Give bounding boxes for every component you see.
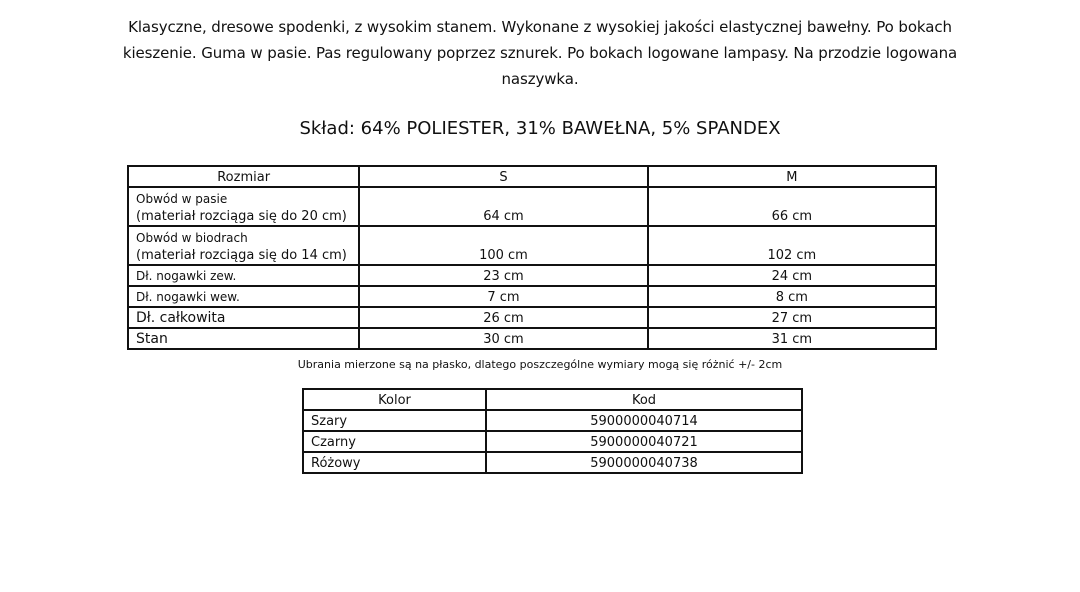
size-table (127, 165, 937, 350)
size-row-label (128, 307, 359, 328)
size-value-cell: 23 cm (359, 265, 647, 286)
color-name-cell: Czarny (303, 431, 486, 452)
size-row-label-sub: (materiał rozciąga się do 14 cm) (136, 248, 347, 263)
size-row-label-text: Stan (136, 331, 168, 347)
size-value-cell: 64 cm (359, 187, 647, 226)
product-code-cell: 5900000040721 (486, 431, 802, 452)
table-row (128, 307, 936, 328)
composition-text: Skład: 64% POLIESTER, 31% BAWEŁNA, 5% SPANDEX (299, 118, 781, 139)
table-row (128, 187, 936, 226)
size-value-cell: 66 cm (648, 187, 936, 226)
size-header-cell: M (648, 166, 936, 187)
size-value-cell: 100 cm (359, 226, 647, 265)
table-row (303, 410, 802, 431)
color-table-header-row (303, 389, 802, 410)
measurement-note: Ubrania mierzone są na płasko, dlatego poszczególne wymiary mogą się różnić +/- 2cm (297, 358, 783, 371)
size-value-cell: 30 cm (359, 328, 647, 349)
size-row-label-text: Dł. nogawki wew. (136, 290, 240, 304)
size-value-cell: 26 cm (359, 307, 647, 328)
size-header-cell: S (359, 166, 647, 187)
size-row-label (128, 265, 359, 286)
product-description: Klasyczne, dresowe spodenki, z wysokim stanem. Wykonane z wysokiej jakości elastycznej bawełny. Po bokach kieszenie. Guma w pasie. Pas regulowany poprzez sznurek. Po bokach logowane lampasy. Na przodzie logowana naszywka. (122, 18, 958, 88)
color-name-cell: Szary (303, 410, 486, 431)
table-row (128, 286, 936, 307)
color-header-cell: Kolor (303, 389, 486, 410)
product-code-cell: 5900000040714 (486, 410, 802, 431)
size-table-header-row (128, 166, 936, 187)
size-header-cell: Rozmiar (128, 166, 359, 187)
color-code-table (302, 388, 803, 474)
size-row-label (128, 226, 359, 265)
size-value-cell: 24 cm (648, 265, 936, 286)
size-value-cell: 27 cm (648, 307, 936, 328)
size-row-label-main: Obwód w pasie (136, 192, 228, 206)
size-value-cell: 102 cm (648, 226, 936, 265)
size-row-label-main: Obwód w biodrach (136, 231, 248, 245)
size-row-label-sub: (materiał rozciąga się do 20 cm) (136, 209, 347, 224)
code-header-cell: Kod (486, 389, 802, 410)
size-row-label-text: Dł. całkowita (136, 310, 226, 326)
table-row (303, 431, 802, 452)
size-row-label-text: Dł. nogawki zew. (136, 269, 237, 283)
table-row (128, 265, 936, 286)
size-row-label (128, 328, 359, 349)
color-name-cell: Różowy (303, 452, 486, 473)
size-value-cell: 7 cm (359, 286, 647, 307)
size-row-label (128, 187, 359, 226)
table-row (303, 452, 802, 473)
size-row-label (128, 286, 359, 307)
size-value-cell: 8 cm (648, 286, 936, 307)
table-row (128, 226, 936, 265)
size-value-cell: 31 cm (648, 328, 936, 349)
product-code-cell: 5900000040738 (486, 452, 802, 473)
table-row (128, 328, 936, 349)
